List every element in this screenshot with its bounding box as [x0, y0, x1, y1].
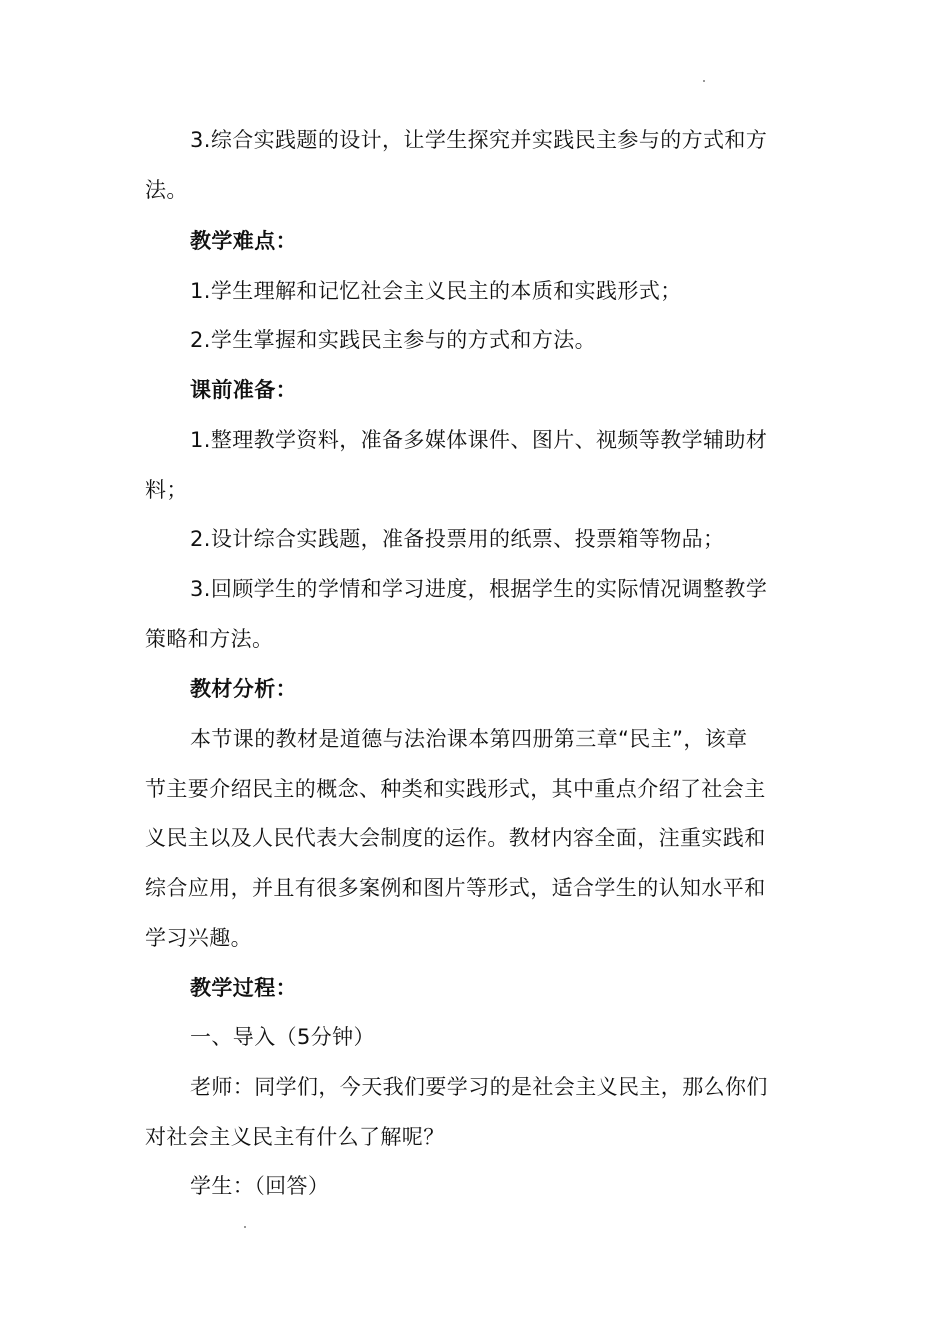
paragraph-line: 1.学生理解和记忆社会主义民主的本质和实践形式； [190, 279, 682, 303]
paragraph-line: 法。 [145, 178, 188, 202]
paragraph-line: 本节课的教材是道德与法治课本第四册第三章“民主”，该章 [190, 727, 748, 751]
paragraph-line: 学习兴趣。 [145, 926, 252, 950]
paragraph-line: 2.设计综合实践题，准备投票用的纸票、投票箱等物品； [190, 527, 725, 551]
section-heading-preparation: 课前准备： [190, 378, 297, 402]
scan-speck-top [703, 80, 705, 82]
paragraph-line: 老师：同学们，今天我们要学习的是社会主义民主，那么你们 [190, 1075, 768, 1099]
paragraph-line: 3.综合实践题的设计，让学生探究并实践民主参与的方式和方 [190, 128, 768, 152]
paragraph-line: 策略和方法。 [145, 627, 274, 651]
paragraph-line: 一、导入（5分钟） [190, 1025, 375, 1049]
paragraph-line: 2.学生掌握和实践民主参与的方式和方法。 [190, 328, 597, 352]
paragraph-line: 3.回顾学生的学情和学习进度，根据学生的实际情况调整教学 [190, 577, 768, 601]
paragraph-line: 对社会主义民主有什么了解呢？ [145, 1125, 445, 1149]
paragraph-line: 节主要介绍民主的概念、种类和实践形式，其中重点介绍了社会主 [145, 777, 766, 801]
paragraph-line: 料； [145, 478, 188, 502]
scan-speck-bottom [244, 1226, 246, 1228]
paragraph-line: 1.整理教学资料，准备多媒体课件、图片、视频等教学辅助材 [190, 428, 768, 452]
paragraph-line: 学生：（回答） [190, 1174, 330, 1198]
paragraph-line: 综合应用，并且有很多案例和图片等形式，适合学生的认知水平和 [145, 876, 766, 900]
section-heading-process: 教学过程： [190, 976, 297, 1000]
paragraph-line: 义民主以及人民代表大会制度的运作。教材内容全面，注重实践和 [145, 826, 766, 850]
section-heading-analysis: 教材分析： [190, 677, 297, 701]
section-heading-difficulty: 教学难点： [190, 229, 297, 253]
